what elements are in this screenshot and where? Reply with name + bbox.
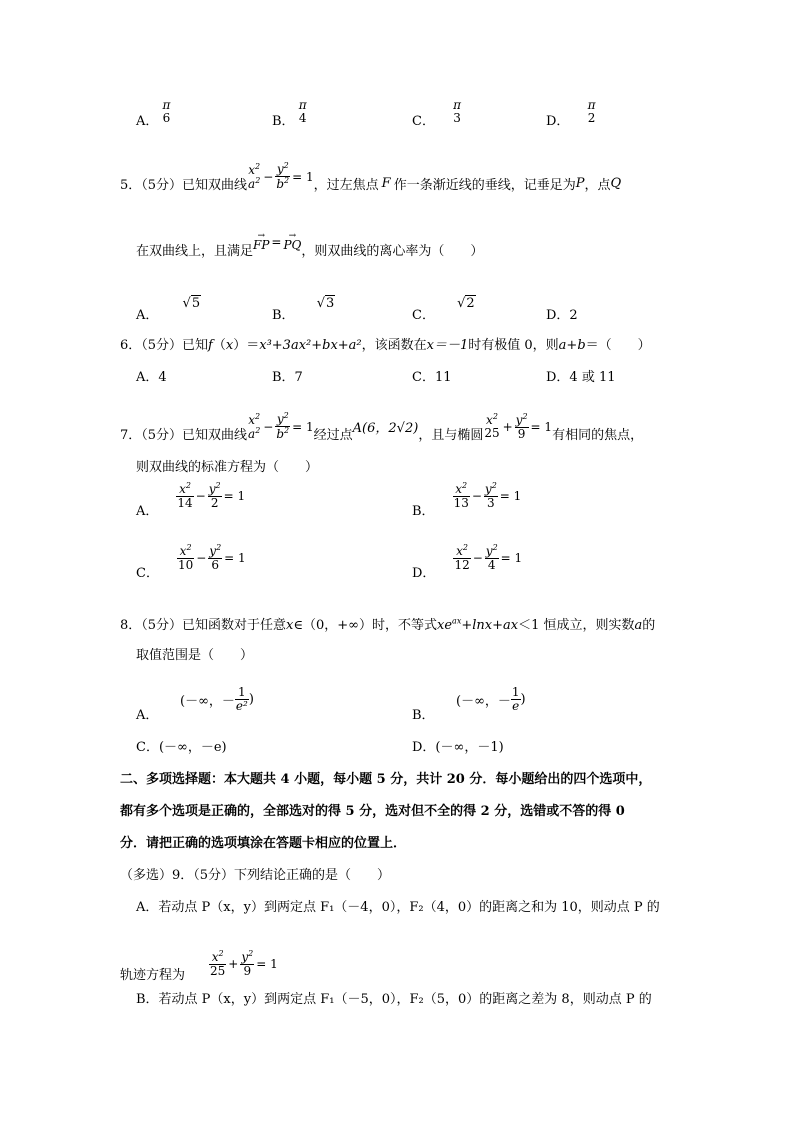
option-label: C． bbox=[412, 114, 435, 129]
inequality: xe bbox=[437, 618, 453, 633]
q4-b-value bbox=[299, 99, 307, 125]
q6-stem bbox=[120, 334, 651, 353]
q7-stem-line1 bbox=[120, 411, 644, 443]
var-x: x bbox=[286, 618, 294, 633]
q4-option-d bbox=[546, 98, 596, 141]
q6-text: ，该函数在 bbox=[361, 338, 427, 353]
q4-option-b bbox=[272, 98, 307, 141]
ellipse-a: 25 bbox=[484, 426, 500, 440]
function-expression: x³+3ax²+bx+a² bbox=[259, 338, 362, 353]
interval-start: (－∞，－ bbox=[456, 693, 511, 709]
inequality-exponent: ax bbox=[452, 616, 462, 626]
denominator-b: 3 bbox=[487, 495, 495, 510]
interval-start: (－∞，－ bbox=[180, 693, 235, 709]
q7-text: ，且与椭圆 bbox=[418, 428, 484, 443]
denominator-b: 9 bbox=[243, 963, 252, 978]
option-label: A． bbox=[136, 504, 159, 520]
q8-text: 8．（5分）已知函数对于任意 bbox=[120, 618, 287, 633]
vector-fp: FP bbox=[253, 238, 270, 253]
q4-option-a bbox=[136, 98, 171, 141]
point-a: A(6，2√2) bbox=[352, 421, 419, 436]
q7-option-a bbox=[136, 481, 246, 521]
q6-text: ）＝ bbox=[233, 338, 260, 353]
interval-end: ) bbox=[248, 691, 254, 707]
q6-option-c: C．11 bbox=[412, 370, 452, 385]
denominator-a: 13 bbox=[453, 495, 469, 510]
denominator-b: 2 bbox=[210, 495, 219, 510]
option-label: A． bbox=[136, 708, 159, 723]
denominator: e² bbox=[235, 698, 248, 713]
q7-stem-line2: 则双曲线的标准方程为（ ） bbox=[136, 460, 319, 475]
q8-stem-line2: 取值范围是（ ） bbox=[136, 648, 254, 663]
q5-option-a bbox=[136, 296, 201, 323]
q6-text: ＝（ ） bbox=[585, 338, 651, 353]
q6-text: （ bbox=[212, 338, 226, 353]
equation: $\frac{x^2}{10}$ − $\frac{y^2}{6}$ = 1 bbox=[177, 543, 246, 572]
q7-text: 7．（5分）已知双曲线 bbox=[120, 428, 248, 443]
point-p: P bbox=[575, 176, 585, 191]
q6-option-b: B．7 bbox=[272, 370, 303, 385]
q8-text: 的 bbox=[642, 618, 656, 633]
numerator: π bbox=[453, 98, 461, 112]
option-label: A． bbox=[136, 308, 159, 323]
q6-option-d: D．4 或 11 bbox=[546, 370, 616, 385]
var-x: x bbox=[225, 338, 234, 353]
equation: $\frac{x^2}{13}$ − $\frac{y^2}{3}$ = 1 bbox=[453, 481, 522, 510]
radicand: 2 bbox=[466, 296, 475, 311]
denominator-b: 4 bbox=[487, 557, 496, 572]
q7-option-c bbox=[136, 543, 246, 583]
var-a: a bbox=[634, 618, 643, 633]
q4-d-value bbox=[588, 99, 596, 125]
hyperbola-equation: $x^2$ $a^2$ − $\frac{y^2}{b^2}$ = 1 bbox=[248, 161, 314, 191]
q7-option-b bbox=[412, 481, 522, 521]
denominator-b: 6 bbox=[211, 557, 220, 572]
denominator: 6 bbox=[162, 111, 171, 126]
point-q: Q bbox=[610, 176, 622, 191]
q4-a-value bbox=[163, 99, 171, 125]
denominator: 4 bbox=[298, 111, 307, 126]
vector-equation: → FP = → PQ bbox=[253, 231, 302, 253]
q5-text: ，则双曲线的离心率为（ ） bbox=[301, 244, 484, 259]
numerator: π bbox=[162, 98, 171, 112]
sqrt-value: √2 bbox=[457, 296, 475, 311]
point-f: F bbox=[381, 176, 391, 191]
denominator: e bbox=[512, 698, 520, 713]
q6-text: 时有极值 0，则 bbox=[468, 338, 559, 353]
sqrt-value: √5 bbox=[182, 296, 201, 311]
q8-text: ∈（0，+∞）时，不等式 bbox=[293, 618, 438, 633]
q4-c-value bbox=[453, 99, 461, 125]
option-label: C． bbox=[136, 566, 159, 582]
radicand: 3 bbox=[326, 296, 335, 311]
option-label: B． bbox=[412, 708, 435, 723]
q9-option-a-line2 bbox=[120, 949, 278, 984]
condition: x＝－1 bbox=[426, 338, 469, 353]
function-f: f bbox=[208, 338, 213, 353]
q5-prefix: 5．（5分）已知双曲线 bbox=[120, 178, 248, 193]
interval-end: ) bbox=[520, 691, 526, 707]
q8-option-b-value bbox=[456, 686, 526, 712]
denominator-a: 12 bbox=[454, 557, 470, 572]
q8-option-c: C．(－∞，－e) bbox=[136, 740, 227, 755]
option-label: B． bbox=[272, 308, 295, 323]
q5-option-b bbox=[272, 296, 335, 323]
q5-text: ，过左焦点 bbox=[313, 178, 379, 193]
option-label: B． bbox=[412, 504, 435, 520]
sqrt-value: √3 bbox=[316, 296, 335, 311]
q8-option-a bbox=[136, 704, 158, 723]
q4-option-c bbox=[412, 98, 461, 141]
q5-text: 作一条渐近线的垂线，记垂足为 bbox=[393, 178, 576, 193]
q5-text: 在双曲线上，且满足 bbox=[136, 244, 254, 259]
q7-text: 经过点 bbox=[313, 428, 353, 443]
ellipse-equation: $\frac{x^2}{25}$ + $\frac{y^2}{9}$ = 1 bbox=[210, 949, 278, 978]
numerator: π bbox=[298, 98, 307, 112]
radicand: 5 bbox=[191, 296, 201, 311]
q8-option-b bbox=[412, 704, 435, 723]
numerator: 1 bbox=[511, 685, 520, 699]
q5-stem-line2 bbox=[136, 231, 484, 259]
denominator: 3 bbox=[453, 111, 461, 126]
q9-option-b-line1: B．若动点 P（x，y）到两定点 F₁（－5，0），F₂（5，0）的距离之差为 8，则动点 P 的 bbox=[136, 992, 652, 1007]
section-heading-line2: 都有多个选项是正确的，全部选对的得 5 分，选对但不全的得 2 分，选错或不答的得 0 bbox=[120, 804, 625, 819]
option-label: B． bbox=[272, 114, 295, 129]
q9-option-a-line1: A．若动点 P（x，y）到两定点 F₁（－4，0），F₂（4，0）的距离之和为 10，则动点 P 的 bbox=[136, 900, 660, 915]
section-heading-line3: 分．请把正确的选项填涂在答题卡相应的位置上． bbox=[120, 836, 407, 851]
inequality-rest: +lnx+ax bbox=[461, 618, 519, 633]
option-label: D． bbox=[546, 114, 570, 129]
q8-stem-line1 bbox=[120, 614, 655, 633]
equation: $\frac{x^2}{12}$ − $\frac{y^2}{4}$ = 1 bbox=[454, 543, 523, 572]
q5-option-d bbox=[546, 304, 578, 323]
denominator-a: 14 bbox=[177, 495, 193, 510]
numerator: π bbox=[587, 98, 596, 112]
q5-stem-line1 bbox=[120, 161, 622, 193]
q6-text: 6．（5分）已知 bbox=[120, 338, 209, 353]
vector-pq: PQ bbox=[283, 238, 302, 253]
denominator-a: 25 bbox=[210, 963, 226, 978]
option-label: C． bbox=[412, 308, 435, 323]
expr-ab: a+b bbox=[558, 338, 586, 353]
section-heading-line1: 二、多项选择题：本大题共 4 小题，每小题 5 分，共计 20 分．每小题给出的四个选项中， bbox=[120, 772, 652, 787]
option-label: A． bbox=[136, 114, 159, 129]
q7-text: 有相同的焦点， bbox=[552, 428, 644, 443]
q9-text: 轨迹方程为 bbox=[120, 968, 186, 984]
ellipse-equation: $x^2$ 25 + $\frac{y^2}{9}$ = 1 bbox=[484, 411, 553, 441]
q6-option-a: A．4 bbox=[136, 370, 167, 385]
option-label: D． bbox=[412, 566, 436, 582]
q9-stem: （多选）9．（5分）下列结论正确的是（ ） bbox=[120, 868, 391, 883]
q8-text: ＜1 恒成立，则实数 bbox=[518, 618, 635, 633]
q8-option-a-value bbox=[180, 686, 254, 712]
q8-option-d: D．(－∞，－1) bbox=[412, 740, 504, 755]
q5-option-c bbox=[412, 296, 476, 323]
option-label: D．2 bbox=[546, 308, 578, 323]
q5-text: ，点 bbox=[584, 178, 611, 193]
equation: $\frac{x^2}{14}$ − $\frac{y^2}{2}$ = 1 bbox=[177, 481, 246, 510]
q7-option-d bbox=[412, 543, 523, 583]
ellipse-b: 9 bbox=[517, 426, 526, 441]
numerator: 1 bbox=[238, 685, 246, 699]
denominator-a: 10 bbox=[177, 557, 194, 572]
denominator: 2 bbox=[587, 111, 596, 126]
hyperbola-equation: $x^2$ $a^2$ − $\frac{y^2}{b^2}$ = 1 bbox=[248, 411, 314, 441]
